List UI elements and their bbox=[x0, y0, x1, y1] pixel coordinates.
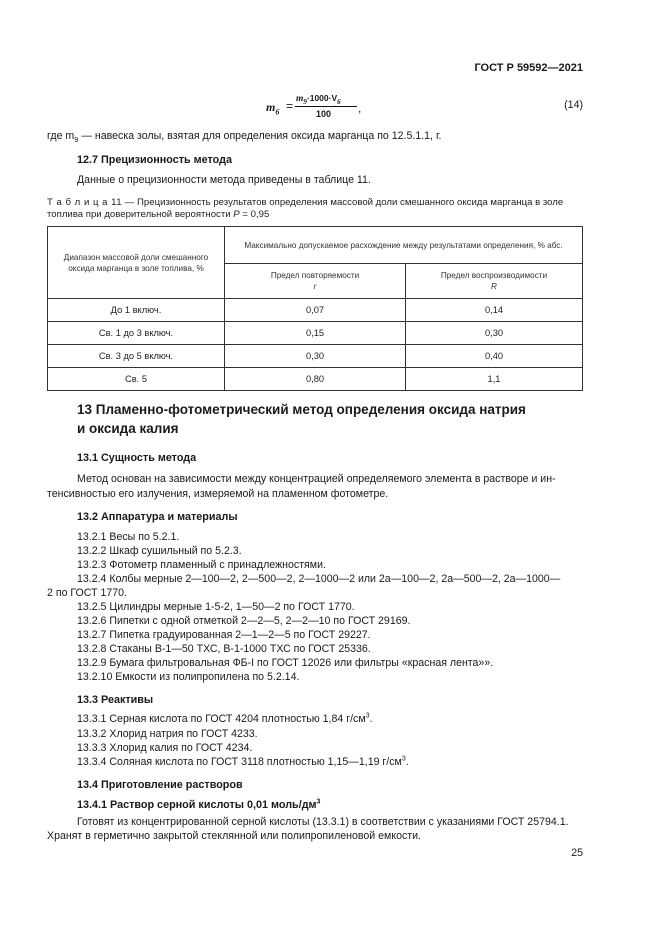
list-item: 13.2.10 Емкости из полипропилена по 5.2.14. bbox=[77, 671, 300, 683]
where-line bbox=[47, 130, 441, 146]
section-13-4-1-line2: Хранят в герметично закрытой стеклянной или полипропиленовой емкости. bbox=[47, 830, 421, 842]
formula-lhs-sub: 6 bbox=[275, 107, 280, 117]
cell-range: До 1 включ. bbox=[48, 299, 225, 322]
col1-symbol: r bbox=[313, 282, 317, 291]
table-row bbox=[48, 322, 583, 345]
list-item: 13.2.4 Колбы мерные 2—100—2, 2—500—2, 2—1000—2 или 2а—100—2, 2а—500—2, 2а—1000— bbox=[77, 573, 561, 585]
section-13-4-1-sup: 3 bbox=[316, 798, 321, 806]
list-item: 13.3.3 Хлорид калия по ГОСТ 4234. bbox=[77, 742, 253, 754]
reagent-1: 13.3.1 Серная кислота по ГОСТ 4204 плотностью 1,84 г/см bbox=[77, 713, 366, 725]
section-13-2-title: 13.2 Аппаратура и материалы bbox=[77, 511, 238, 523]
reagent-4: 13.3.4 Соляная кислота по ГОСТ 3118 плотностью 1,15—1,19 г/см bbox=[77, 756, 402, 768]
formula-num-b-sub: 6 bbox=[337, 97, 341, 106]
table-row bbox=[48, 368, 583, 391]
section-12-7-text: Данные о прецизионности метода приведены в таблице 11. bbox=[77, 174, 371, 186]
col1-header-text: Предел повторяемости bbox=[270, 271, 360, 280]
formula-number: (14) bbox=[564, 99, 583, 111]
reagent-4-sup: 3 bbox=[401, 755, 406, 763]
cell-R: 0,40 bbox=[406, 345, 583, 368]
section-13-title bbox=[77, 401, 526, 437]
table-caption bbox=[47, 197, 563, 221]
group-header-text: Максимально допускаемое расхождение между результатами определения, % абс. bbox=[244, 240, 563, 250]
cell-R: 0,30 bbox=[406, 322, 583, 345]
list-item: 13.3.2 Хлорид натрия по ГОСТ 4233. bbox=[77, 728, 258, 740]
section-13-title-line1: 13 Пламенно-фотометрический метод определения оксида натрия bbox=[77, 402, 526, 417]
col1-header bbox=[225, 264, 406, 299]
cell-r: 0,80 bbox=[225, 368, 406, 391]
formula-num-a-sub: 9 bbox=[303, 97, 307, 106]
table-caption-line1: — Прецизионность результатов определения массовой доли смешанного оксида марганца в золе bbox=[122, 197, 564, 208]
section-13-4-1-line1: Готовят из концентрированной серной кислоты (13.3.1) в соответствии с указаниями ГОСТ 25794.1. bbox=[77, 816, 569, 828]
formula-num-a: m bbox=[296, 94, 304, 104]
col0-header bbox=[48, 227, 225, 299]
section-13-1-line2: тенсивностью его излучения, измеряемой на пламенном фотометре. bbox=[47, 488, 389, 500]
list-item: 2 по ГОСТ 1770. bbox=[47, 587, 128, 599]
col2-header-text: Предел воспроизводимости bbox=[440, 271, 548, 280]
cell-range: Св. 3 до 5 включ. bbox=[48, 345, 225, 368]
list-item: 13.2.3 Фотометр пламенный с принадлежностями. bbox=[77, 559, 326, 571]
table-row bbox=[48, 345, 583, 368]
list-item: 13.2.8 Стаканы В-1—50 ТХС, В-1-1000 ТХС по ГОСТ 25336. bbox=[77, 643, 371, 655]
cell-r: 0,07 bbox=[225, 299, 406, 322]
section-13-1-line1: Метод основан на зависимости между концентрацией определяемого элемента в растворе и ин- bbox=[77, 473, 556, 485]
formula-equals: = bbox=[286, 99, 294, 113]
cell-R: 0,14 bbox=[406, 299, 583, 322]
col0-header-text: Диапазон массовой доли смешанного оксида марганца в золе топлива, % bbox=[63, 252, 209, 273]
table-caption-line2-post: = 0,95 bbox=[239, 209, 270, 220]
table-caption-label: Т а б л и ц а 11 bbox=[47, 197, 123, 208]
cell-range: Св. 1 до 3 включ. bbox=[48, 322, 225, 345]
section-13-4-1-title bbox=[77, 799, 320, 811]
fraction-bar bbox=[295, 106, 357, 107]
section-13-4-1-text: 13.4.1 Раствор серной кислоты 0,01 моль/дм bbox=[77, 799, 317, 811]
list-item: 13.2.9 Бумага фильтровальная ФБ-І по ГОСТ 12026 или фильтры «красная лента»». bbox=[77, 657, 494, 669]
list-item bbox=[77, 756, 409, 769]
table-row bbox=[48, 299, 583, 322]
list-item bbox=[77, 713, 372, 726]
group-header bbox=[225, 227, 583, 264]
precision-table bbox=[47, 226, 583, 391]
cell-range: Св. 5 bbox=[48, 368, 225, 391]
list-item: 13.2.5 Цилиндры мерные 1-5-2, 1—50—2 по ГОСТ 1770. bbox=[77, 601, 355, 613]
section-12-7-title: 12.7 Прецизионность метода bbox=[77, 154, 232, 166]
section-13-1-title: 13.1 Сущность метода bbox=[77, 452, 197, 464]
section-13-title-line2: и оксида калия bbox=[77, 421, 179, 436]
list-item: 13.2.2 Шкаф сушильный по 5.2.3. bbox=[77, 545, 242, 557]
table-caption-line2-pre: топлива при доверительной вероятности bbox=[47, 209, 234, 220]
col2-symbol: R bbox=[491, 282, 497, 291]
reagent-1-end: . bbox=[369, 713, 373, 725]
list-item: 13.2.1 Весы по 5.2.1. bbox=[77, 531, 180, 543]
reagent-4-end: . bbox=[405, 756, 409, 768]
formula-tail: , bbox=[358, 101, 362, 115]
where-prefix: где m bbox=[47, 130, 75, 142]
formula-lhs: m bbox=[266, 100, 276, 114]
document-id: ГОСТ Р 59592—2021 bbox=[474, 62, 583, 74]
cell-r: 0,30 bbox=[225, 345, 406, 368]
cell-R: 1,1 bbox=[406, 368, 583, 391]
formula-14 bbox=[266, 93, 366, 123]
table-caption-var: P bbox=[233, 209, 240, 220]
formula-num-b: ·1000·V bbox=[306, 93, 338, 103]
where-rest: — навеска золы, взятая для определения оксида марганца по 12.5.1.1, г. bbox=[78, 130, 442, 142]
page-number: 25 bbox=[571, 847, 583, 859]
reagent-1-sup: 3 bbox=[365, 712, 370, 720]
where-sub: 9 bbox=[74, 135, 79, 145]
col2-header bbox=[406, 264, 583, 299]
list-item: 13.2.6 Пипетки с одной отметкой 2—2—5, 2—2—10 по ГОСТ 29169. bbox=[77, 615, 411, 627]
list-item: 13.2.7 Пипетка градуированная 2—1—2—5 по ГОСТ 29227. bbox=[77, 629, 371, 641]
section-13-4-title: 13.4 Приготовление растворов bbox=[77, 779, 243, 791]
section-13-3-title: 13.3 Реактивы bbox=[77, 694, 154, 706]
cell-r: 0,15 bbox=[225, 322, 406, 345]
formula-denominator: 100 bbox=[316, 109, 332, 119]
